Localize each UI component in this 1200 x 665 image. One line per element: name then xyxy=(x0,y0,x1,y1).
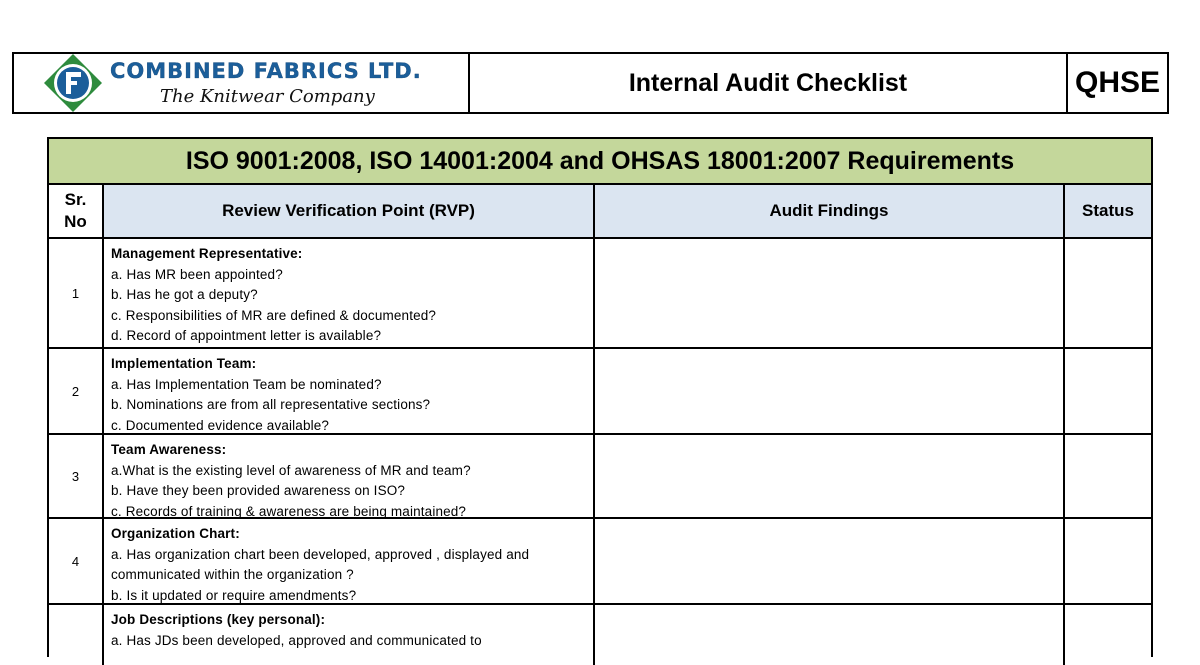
rvp-title: Implementation Team: xyxy=(111,356,257,371)
table-row xyxy=(49,239,1151,349)
sr-no-cell xyxy=(49,605,104,665)
table-row xyxy=(49,349,1151,435)
rvp-item: a. Has JDs been developed, approved and communicated to xyxy=(111,632,482,648)
company-name: COMBINED FABRICS LTD. xyxy=(110,58,422,83)
rvp-cell xyxy=(104,239,595,347)
findings-header: Audit Findings xyxy=(595,185,1065,237)
rvp-title: Organization Chart: xyxy=(111,526,240,541)
sr-no-cell: 3 xyxy=(49,435,104,517)
rvp-item: b. Nominations are from all representative sections? xyxy=(111,397,431,412)
document-title: Internal Audit Checklist xyxy=(470,54,1068,112)
sr-no-header xyxy=(49,185,104,237)
table-row xyxy=(49,519,1151,605)
table-row xyxy=(49,605,1151,665)
sr-no-cell: 4 xyxy=(49,519,104,603)
rvp-title: Job Descriptions (key personal): xyxy=(111,612,326,627)
rvp-title: Management Representative: xyxy=(111,246,303,261)
rvp-item: a. Has MR been appointed? xyxy=(111,266,283,282)
rvp-item: c. Responsibilities of MR are defined & documented? xyxy=(111,307,437,323)
rvp-item: b. Have they been provided awareness on ISO? xyxy=(111,483,406,498)
document-code: QHSE xyxy=(1074,66,1161,99)
rvp-cell xyxy=(104,605,595,665)
status-cell[interactable] xyxy=(1065,435,1151,517)
rvp-item: a.What is the existing level of awareness of MR and team? xyxy=(111,462,471,478)
sr-no-cell: 2 xyxy=(49,349,104,433)
sr-header-line2: No xyxy=(64,212,87,231)
company-tagline: The Knitwear Company xyxy=(160,85,375,107)
logo-cell xyxy=(14,54,470,112)
rvp-item: b. Has he got a deputy? xyxy=(111,287,258,302)
cf-logo-icon xyxy=(42,52,104,114)
company-logo xyxy=(42,52,422,114)
rvp-item: d. Record of appointment letter is available? xyxy=(111,328,382,343)
requirements-title: ISO 9001:2008, ISO 14001:2004 and OHSAS 18001:2007 Requirements xyxy=(49,139,1151,185)
findings-cell[interactable] xyxy=(595,605,1065,665)
column-header-row xyxy=(49,185,1151,239)
rvp-item: a. Has Implementation Team be nominated? xyxy=(111,376,382,392)
status-cell[interactable] xyxy=(1065,349,1151,433)
sr-no-cell: 1 xyxy=(49,239,104,347)
findings-cell[interactable] xyxy=(595,239,1065,347)
rvp-cell xyxy=(104,435,595,517)
audit-checklist-table xyxy=(47,137,1153,657)
document-header xyxy=(12,52,1169,114)
sr-header-line1: Sr. xyxy=(64,190,87,209)
rvp-title: Team Awareness: xyxy=(111,442,227,457)
status-cell[interactable] xyxy=(1065,519,1151,603)
rvp-cell xyxy=(104,349,595,433)
table-row xyxy=(49,435,1151,519)
rvp-item: c. Documented evidence available? xyxy=(111,417,330,433)
findings-cell[interactable] xyxy=(595,349,1065,433)
findings-cell[interactable] xyxy=(595,519,1065,603)
rvp-item: c. Records of training & awareness are being maintained? xyxy=(111,503,467,519)
rvp-header: Review Verification Point (RVP) xyxy=(104,185,595,237)
status-cell[interactable] xyxy=(1065,239,1151,347)
status-header: Status xyxy=(1065,185,1151,237)
rvp-cell xyxy=(104,519,595,603)
status-cell[interactable] xyxy=(1065,605,1151,665)
rvp-item: communicated within the organization ? xyxy=(111,567,354,582)
rvp-item: a. Has organization chart been developed, approved , displayed and xyxy=(111,546,530,562)
findings-cell[interactable] xyxy=(595,435,1065,517)
rvp-item: b. Is it updated or require amendments? xyxy=(111,587,357,603)
